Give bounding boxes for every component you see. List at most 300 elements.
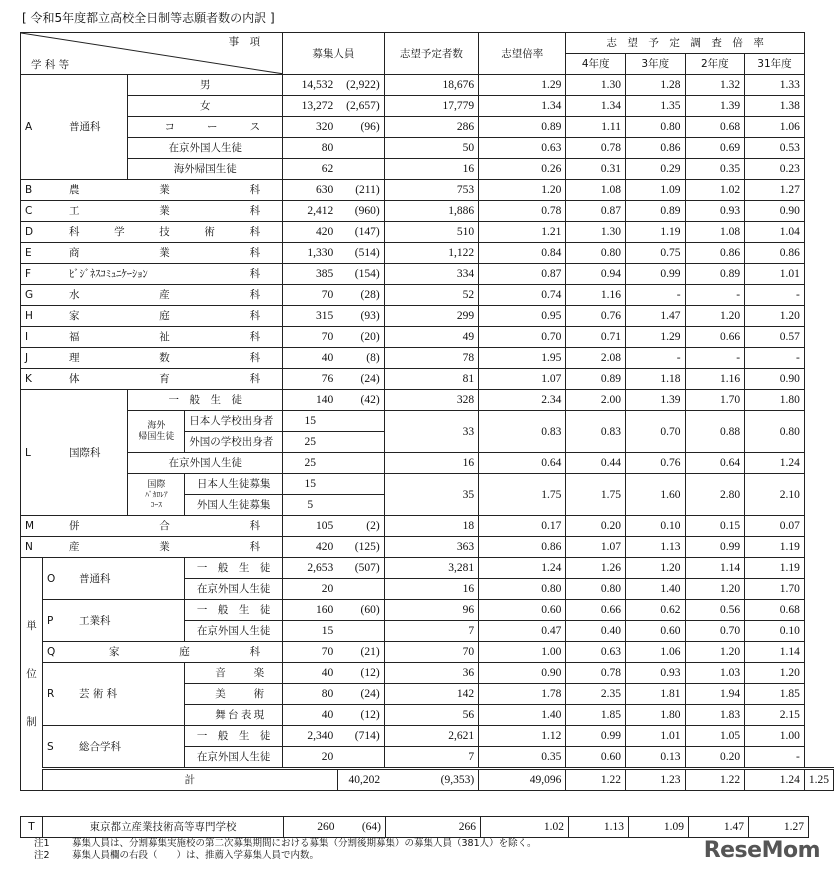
label-char: 音 (215, 667, 226, 679)
ratio-r4: 1.30 (566, 75, 626, 96)
yotei: 70 (384, 642, 479, 663)
bairitsu: 0.70 (479, 327, 566, 348)
bairitsu: 1.00 (479, 642, 566, 663)
yotei: 96 (384, 600, 479, 621)
label-char: 楽 (253, 667, 265, 679)
bairitsu: 2.34 (479, 390, 566, 411)
boshu: 40,202 (337, 769, 384, 791)
ratio-r4: 0.99 (566, 726, 626, 747)
label-char: 併 (69, 520, 80, 532)
boshu: 15 (283, 621, 338, 642)
label-char: 育 (159, 373, 170, 385)
ratio-r2: 1.20 (685, 579, 745, 600)
sub-label: 外国の学校出身者 (185, 432, 283, 453)
yotei: 7 (384, 747, 479, 769)
yotei: 18 (384, 516, 479, 537)
suisen: (8) (337, 348, 384, 369)
boshu: 70 (283, 642, 338, 663)
yotei: 52 (384, 285, 479, 306)
sub-label: コ ー ス (128, 117, 283, 138)
header-shibo-bairitsu: 志望倍率 (479, 33, 566, 75)
table-row (21, 726, 834, 747)
suisen (337, 474, 384, 495)
suisen: (42) (337, 390, 384, 411)
ratio-r31: 1.01 (745, 264, 805, 285)
label-char: 産 (69, 541, 80, 553)
ratio-r3: 1.40 (625, 579, 685, 600)
footnote (34, 838, 536, 850)
ratio-r31: 1.27 (745, 180, 805, 201)
ratio-r3: 0.29 (625, 159, 685, 180)
row-code: J (25, 352, 29, 364)
suisen: (96) (337, 117, 384, 138)
suisen: (28) (337, 285, 384, 306)
label-char: 産 (159, 289, 170, 301)
ratio-r4: 1.07 (566, 537, 626, 558)
boshu: 25 (283, 432, 338, 453)
suisen: (125) (337, 537, 384, 558)
ratio-r3: 0.13 (625, 747, 685, 769)
bairitsu: 0.86 (479, 537, 566, 558)
ratio-r2: 0.68 (685, 117, 745, 138)
yotei: 16 (384, 159, 479, 180)
ratio-r31: 1.70 (745, 579, 805, 600)
subject-A (21, 75, 128, 180)
bairitsu: 1.22 (566, 769, 626, 791)
ratio-r4: 0.80 (566, 243, 626, 264)
table-row (21, 306, 834, 327)
table-row (21, 201, 834, 222)
subject-name: 国際科 (69, 446, 101, 459)
row-label: 東京都立産業技術高等専門学校 (43, 817, 284, 838)
ratio-r31: - (745, 285, 805, 306)
bairitsu: 1.20 (479, 180, 566, 201)
row-code: R (46, 688, 55, 700)
ratio-r31: 1.19 (745, 558, 805, 579)
boshu: 62 (283, 159, 338, 180)
subject-S (42, 726, 184, 769)
r2: 2.80 (685, 474, 745, 516)
yotei: 3,281 (384, 558, 479, 579)
table-row (21, 117, 834, 138)
boshu: 105 (283, 516, 338, 537)
yotei: 33 (384, 411, 479, 453)
table-row (21, 537, 834, 558)
r3: 0.70 (625, 411, 685, 453)
ratio-r31: 0.57 (745, 327, 805, 348)
ratio-r2: 1.70 (685, 390, 745, 411)
table-row (21, 138, 834, 159)
subject-L (21, 390, 128, 516)
ratio-r4: 0.89 (566, 369, 626, 390)
boshu: 15 (283, 411, 338, 432)
sub-label: 在京外国人生徒 (185, 621, 283, 642)
ratio-r31: 0.68 (745, 600, 805, 621)
ratio-r31: 1.38 (745, 96, 805, 117)
ratio-r4: 0.78 (566, 138, 626, 159)
group-kikoku: 海外 帰国生徒 (128, 411, 185, 453)
suisen: (12) (337, 663, 384, 684)
ratio-r2: 0.56 (685, 600, 745, 621)
subject-P (42, 600, 184, 642)
yotei: 36 (384, 663, 479, 684)
table-row (21, 369, 834, 390)
label-char: 美 (215, 688, 226, 700)
table-row (21, 180, 834, 201)
boshu: 20 (283, 579, 338, 600)
sub-label: 外国人生徒募集 (185, 495, 283, 516)
label-char: 福 (69, 331, 80, 343)
boshu: 2,653 (283, 558, 338, 579)
ratio-r2: 1.39 (685, 96, 745, 117)
header-boshu: 募集人員 (283, 33, 385, 75)
r31: 1.27 (749, 817, 809, 838)
table-row (21, 264, 834, 285)
label-char: ﾋﾞｼﾞﾈｽｺﾐｭﾆｹｰｼｮﾝ (69, 268, 148, 280)
boshu: 76 (283, 369, 338, 390)
ratio-r4: 1.26 (566, 558, 626, 579)
label-char: 科 (249, 310, 261, 322)
ratio-r31: 0.10 (745, 621, 805, 642)
label-char: 合 (159, 520, 170, 532)
ratio-r2: 0.66 (685, 327, 745, 348)
ratio-r3: 0.99 (625, 264, 685, 285)
boshu: 420 (283, 537, 338, 558)
table-title: [ 令和5年度都立高校全日制等志願者数の内訳 ] (22, 11, 275, 25)
ratio-r4: 0.60 (566, 747, 626, 769)
suisen: (24) (337, 369, 384, 390)
row-code: H (25, 310, 33, 322)
boshu: 15 (283, 474, 338, 495)
label-char: 制 (26, 716, 37, 728)
yotei: 299 (384, 306, 479, 327)
subject-H (21, 306, 283, 327)
suisen: (714) (337, 726, 384, 747)
subject-Q (42, 642, 282, 663)
bairitsu: 1.07 (479, 369, 566, 390)
subject-name: 総合学科 (78, 740, 121, 753)
subject-K (21, 369, 283, 390)
ratio-r3: 0.75 (625, 243, 685, 264)
yotei: 78 (384, 348, 479, 369)
ratio-r2: - (685, 285, 745, 306)
ratio-r3: 1.29 (625, 327, 685, 348)
ratio-r4: 2.08 (566, 348, 626, 369)
applicants-table (20, 32, 834, 791)
label-char: 数 (159, 352, 170, 364)
suisen: (211) (337, 180, 384, 201)
sub-label: 日本人生徒募集 (185, 474, 283, 495)
label-char: 術 (204, 226, 215, 238)
ratio-r4: 0.94 (566, 264, 626, 285)
ratio-r2: 0.20 (685, 747, 745, 769)
ratio-r4: 0.31 (566, 159, 626, 180)
yotei: 286 (384, 117, 479, 138)
ratio-r3: 0.10 (625, 516, 685, 537)
table-row (21, 348, 834, 369)
label-char: 科 (249, 352, 261, 364)
table-row-T (21, 817, 809, 838)
bairitsu: 1.02 (481, 817, 569, 838)
label-char: 学 (114, 226, 125, 238)
ratio-r4: 0.44 (566, 453, 626, 474)
ratio-r31: 1.24 (745, 453, 805, 474)
boshu: 260 (284, 817, 339, 838)
ratio-r4: 1.11 (566, 117, 626, 138)
label-char: 表 (240, 709, 252, 721)
label-char: 商 (69, 247, 80, 259)
label-char: 科 (249, 184, 261, 196)
boshu: 160 (283, 600, 338, 621)
label-char: 科 (249, 205, 261, 217)
group-ib: 国際 ﾊﾞｶﾛﾚｱ ｺｰｽ (128, 474, 185, 516)
subject-R (42, 663, 184, 726)
ratio-r4: 1.08 (566, 180, 626, 201)
ratio-r2: 0.35 (685, 159, 745, 180)
subject-J (21, 348, 283, 369)
suisen: (2,657) (337, 96, 384, 117)
total-row (21, 769, 834, 791)
ratio-r3: 1.81 (625, 684, 685, 705)
ratio-r4: 0.80 (566, 579, 626, 600)
ratio-r3: - (625, 285, 685, 306)
table-row (21, 516, 834, 537)
bairitsu: 0.90 (479, 663, 566, 684)
ratio-r2: 1.20 (685, 642, 745, 663)
sub-label (185, 684, 283, 705)
row-code: N (25, 541, 33, 553)
ratio-r31: 1.85 (745, 684, 805, 705)
label-char: 科 (249, 289, 261, 301)
row-code: P (46, 614, 54, 627)
yotei: 753 (384, 180, 479, 201)
label-char: 位 (26, 668, 37, 680)
bairitsu: 0.80 (479, 579, 566, 600)
label-char: 舞 (215, 709, 226, 721)
ratio-r3: 1.01 (625, 726, 685, 747)
label-char: 業 (159, 541, 170, 553)
row-code: M (25, 520, 35, 532)
footnote-number: 注1 (34, 838, 50, 849)
ratio-r31: 1.19 (745, 537, 805, 558)
sub-label: 在京外国人生徒 (128, 453, 283, 474)
suisen: (2) (337, 516, 384, 537)
bairitsu: 0.84 (479, 243, 566, 264)
subject-G (21, 285, 283, 306)
suisen (337, 579, 384, 600)
subject-E (21, 243, 283, 264)
ratio-r4: 0.40 (566, 621, 626, 642)
tech-college-table (20, 816, 809, 838)
ratio-r2: 0.93 (685, 201, 745, 222)
label-char: 家 (69, 310, 80, 322)
subject-F (21, 264, 283, 285)
bairitsu: 1.40 (479, 705, 566, 726)
boshu: 2,412 (283, 201, 338, 222)
ratio-r2: 0.86 (685, 243, 745, 264)
ratio-r3: 1.20 (625, 558, 685, 579)
suisen: (24) (337, 684, 384, 705)
header-shibo-yotei: 志望予定者数 (384, 33, 479, 75)
bairitsu: 0.60 (479, 600, 566, 621)
table-row (21, 663, 834, 684)
r2: 1.47 (689, 817, 749, 838)
bairitsu: 0.78 (479, 201, 566, 222)
suisen: (12) (337, 705, 384, 726)
suisen (337, 159, 384, 180)
boshu: 80 (283, 138, 338, 159)
ratio-r3: 1.80 (625, 705, 685, 726)
row-code: B (25, 184, 33, 196)
sub-label: 一 般 生 徒 (185, 600, 283, 621)
sub-label: 海外帰国生徒 (128, 159, 283, 180)
ratio-r3: 1.28 (625, 75, 685, 96)
ratio-r3: 1.35 (625, 96, 685, 117)
boshu: 40 (283, 348, 338, 369)
ratio-r31: 1.00 (745, 726, 805, 747)
bairitsu: 0.17 (479, 516, 566, 537)
header-year: 31年度 (745, 54, 805, 75)
total-label: 計 (42, 769, 337, 791)
r4: 1.75 (566, 474, 626, 516)
bairitsu: 1.34 (479, 96, 566, 117)
ratio-r31: - (745, 348, 805, 369)
ratio-r4: 2.35 (566, 684, 626, 705)
ratio-r2: 1.20 (685, 306, 745, 327)
ratio-r2: 1.02 (685, 180, 745, 201)
yotei: 266 (386, 817, 481, 838)
suisen: (9,353) (384, 769, 479, 791)
label-char: 技 (159, 226, 170, 238)
bairitsu: 1.24 (479, 558, 566, 579)
label-char: 科 (249, 268, 261, 280)
boshu: 40 (283, 705, 338, 726)
ratio-r31: 0.86 (745, 243, 805, 264)
sub-label: 在京外国人生徒 (128, 138, 283, 159)
table-row (21, 327, 834, 348)
boshu: 80 (283, 684, 338, 705)
subject-D (21, 222, 283, 243)
r4: 0.83 (566, 411, 626, 453)
bairitsu: 1.12 (479, 726, 566, 747)
label-char: 科 (249, 247, 261, 259)
boshu: 320 (283, 117, 338, 138)
ratio-r31: 1.25 (804, 769, 833, 791)
label-char: 祉 (159, 331, 170, 343)
row-code: A (25, 121, 33, 133)
table-row (21, 243, 834, 264)
boshu: 420 (283, 222, 338, 243)
label-char: 農 (69, 184, 80, 196)
label-char: 科 (249, 331, 261, 343)
ratio-r31: 0.90 (745, 369, 805, 390)
bairitsu: 0.74 (479, 285, 566, 306)
bairitsu: 1.21 (479, 222, 566, 243)
bairitsu: 1.75 (479, 474, 566, 516)
ratio-r31: 1.20 (745, 306, 805, 327)
label-char: 業 (159, 184, 170, 196)
label-char: 現 (253, 709, 265, 721)
bairitsu: 0.63 (479, 138, 566, 159)
diagonal-header-cell (21, 33, 283, 75)
yotei: 16 (384, 453, 479, 474)
boshu: 1,330 (283, 243, 338, 264)
ratio-r2: 1.03 (685, 663, 745, 684)
label-char: 庭 (159, 310, 170, 322)
resemom-logo: ReseMom (703, 838, 820, 863)
yotei: 50 (384, 138, 479, 159)
ratio-r2: 0.15 (685, 516, 745, 537)
row-code: T (21, 817, 43, 838)
boshu: 14,532 (283, 75, 338, 96)
ratio-r3: 1.06 (625, 642, 685, 663)
row-code: D (25, 226, 34, 238)
ratio-r3: 1.09 (625, 180, 685, 201)
r3: 1.09 (629, 817, 689, 838)
label-char: 科 (69, 226, 80, 238)
boshu: 25 (283, 453, 338, 474)
sub-label: 在京外国人生徒 (185, 579, 283, 600)
sub-label: 一 般 生 徒 (185, 726, 283, 747)
label-char: 単 (26, 620, 37, 632)
ratio-r31: 1.20 (745, 663, 805, 684)
r31: 0.80 (745, 411, 805, 453)
suisen: (60) (337, 600, 384, 621)
yotei: 2,621 (384, 726, 479, 747)
suisen: (64) (339, 817, 386, 838)
yotei: 35 (384, 474, 479, 516)
ratio-r2: 1.16 (685, 369, 745, 390)
bairitsu: 0.26 (479, 159, 566, 180)
ratio-r3: 1.39 (625, 390, 685, 411)
header-chosa-group: 志 望 予 定 調 査 倍 率 (566, 33, 805, 54)
table-row (21, 411, 834, 432)
ratio-r4: 0.20 (566, 516, 626, 537)
ratio-r4: 2.00 (566, 390, 626, 411)
row-code: F (25, 268, 32, 280)
label-char: 台 (228, 709, 239, 721)
boshu: 140 (283, 390, 338, 411)
table-row (21, 600, 834, 621)
ratio-r3: 1.13 (625, 537, 685, 558)
table-row (21, 474, 834, 495)
header-year: 2年度 (685, 54, 745, 75)
header-year: 3年度 (625, 54, 685, 75)
header-subject-label: 学 科 等 (31, 59, 70, 71)
label-char: 科 (249, 226, 261, 238)
label-char: 工 (69, 205, 80, 217)
footnote (34, 850, 536, 862)
sub-label: 一 般 生 徒 (185, 558, 283, 579)
header-item-label: 事 項 (228, 36, 261, 48)
sub-label: 在京外国人生徒 (185, 747, 283, 769)
suisen: (147) (337, 222, 384, 243)
table-row (21, 159, 834, 180)
label-char: 業 (159, 205, 170, 217)
label-char: 科 (249, 373, 261, 385)
label-char: 科 (249, 541, 261, 553)
footnote-number: 注2 (34, 850, 50, 861)
ratio-r31: 1.33 (745, 75, 805, 96)
yotei: 18,676 (384, 75, 479, 96)
ratio-r2: 1.94 (685, 684, 745, 705)
suisen: (20) (337, 327, 384, 348)
ratio-r2: 1.05 (685, 726, 745, 747)
ratio-r31: 0.53 (745, 138, 805, 159)
label-char: 術 (253, 688, 265, 700)
ratio-r4: 0.78 (566, 663, 626, 684)
ratio-r31: 1.04 (745, 222, 805, 243)
